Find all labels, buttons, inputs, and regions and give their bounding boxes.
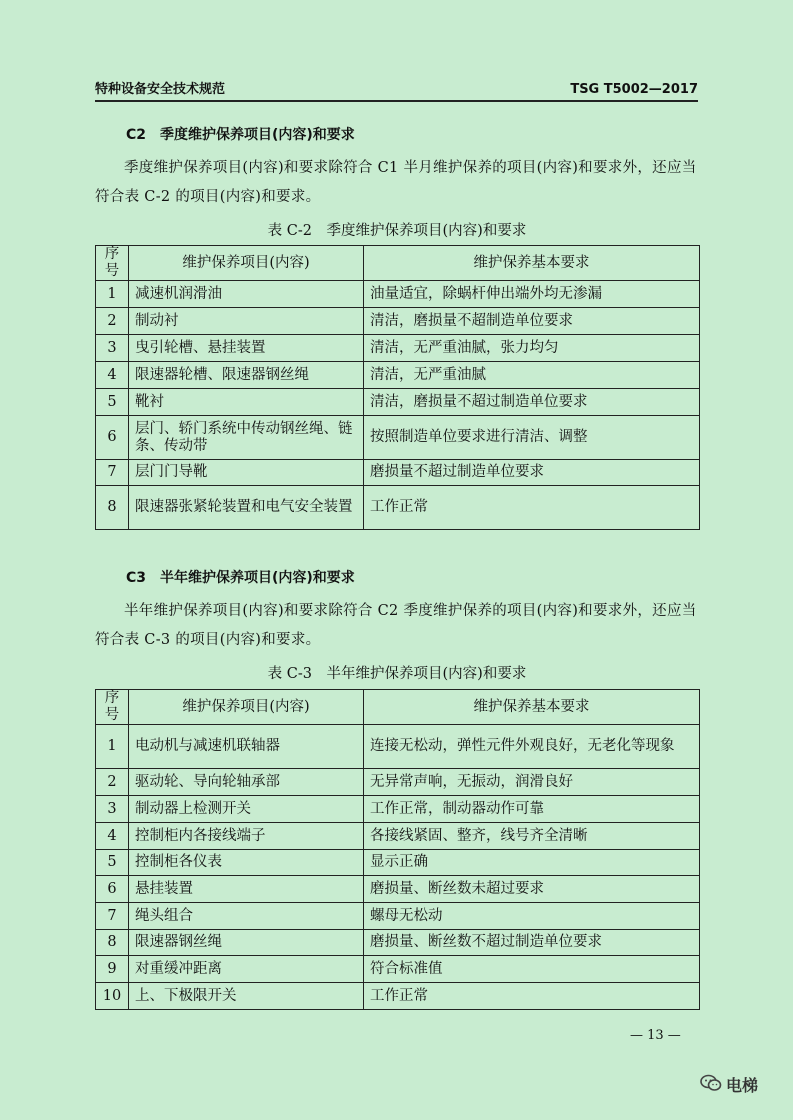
table-row	[96, 850, 700, 876]
requirement-cell: 螺母无松动	[364, 903, 700, 930]
requirement-cell: 工作正常，制动器动作可靠	[364, 796, 700, 823]
item-cell: 绳头组合	[129, 903, 364, 930]
section-c3-paragraph: 半年维护保养项目(内容)和要求除符合 C2 季度维护保养的项目(内容)和要求外，还应当符合表 C-3 的项目(内容)和要求。	[95, 603, 697, 648]
requirement-cell: 各接线紧固、整齐，线号齐全清晰	[364, 823, 700, 850]
table-row	[96, 486, 700, 530]
row-number-cell: 5	[96, 389, 129, 416]
table-row	[96, 983, 700, 1010]
item-cell: 控制柜各仪表	[129, 850, 364, 876]
requirement-cell: 油量适宜，除蜗杆伸出端外均无渗漏	[364, 281, 700, 308]
row-number-cell: 1	[96, 281, 129, 308]
row-number-cell: 2	[96, 308, 129, 335]
wechat-icon	[700, 1074, 722, 1096]
row-number-cell: 5	[96, 850, 129, 876]
requirement-cell: 磨损量、断丝数未超过要求	[364, 876, 700, 903]
table-row	[96, 956, 700, 983]
header-left: 特种设备安全技术规范	[95, 82, 226, 97]
requirement-cell: 清洁，磨损量不超过制造单位要求	[364, 389, 700, 416]
watermark-text: 电梯	[726, 1076, 759, 1095]
page-header	[95, 78, 698, 102]
item-cell: 层门、轿门系统中传动钢丝绳、链条、传动带	[129, 416, 364, 460]
row-number-cell: 1	[96, 725, 129, 769]
table-row	[96, 281, 700, 308]
item-cell: 靴衬	[129, 389, 364, 416]
requirement-cell: 显示正确	[364, 850, 700, 876]
header-cell: 维护保养项目(内容)	[129, 246, 364, 281]
requirement-cell: 无异常声响，无振动，润滑良好	[364, 769, 700, 796]
requirement-cell: 磨损量不超过制造单位要求	[364, 460, 700, 486]
item-cell: 曳引轮槽、悬挂装置	[129, 335, 364, 362]
table-row	[96, 362, 700, 389]
section-c2-title: C2 季度维护保养项目(内容)和要求	[126, 127, 355, 143]
row-number-cell: 10	[96, 983, 129, 1010]
table-row	[96, 308, 700, 335]
item-cell: 减速机润滑油	[129, 281, 364, 308]
item-cell: 制动器上检测开关	[129, 796, 364, 823]
row-number-cell: 3	[96, 796, 129, 823]
table-row	[96, 416, 700, 460]
header-cell: 维护保养基本要求	[364, 690, 700, 725]
table-row	[96, 930, 700, 956]
item-cell: 悬挂装置	[129, 876, 364, 903]
item-cell: 电动机与减速机联轴器	[129, 725, 364, 769]
row-number-cell: 3	[96, 335, 129, 362]
watermark	[700, 1073, 758, 1096]
requirement-cell: 工作正常	[364, 983, 700, 1010]
row-number-cell: 8	[96, 486, 129, 530]
section-c3-title: C3 半年维护保养项目(内容)和要求	[126, 570, 355, 586]
table-row	[96, 823, 700, 850]
table-row	[96, 725, 700, 769]
requirement-cell: 清洁，无严重油腻，张力均匀	[364, 335, 700, 362]
table-row	[96, 335, 700, 362]
requirement-cell: 符合标准值	[364, 956, 700, 983]
item-cell: 限速器张紧轮装置和电气安全装置	[129, 486, 364, 530]
requirement-cell: 清洁，无严重油腻	[364, 362, 700, 389]
item-cell: 对重缓冲距离	[129, 956, 364, 983]
page-number: — 13 —	[630, 1028, 681, 1043]
requirement-cell: 磨损量、断丝数不超过制造单位要求	[364, 930, 700, 956]
table-c3-caption: 表 C-3 半年维护保养项目(内容)和要求	[267, 666, 527, 682]
header-cell: 序号	[96, 690, 129, 725]
requirement-cell: 按照制造单位要求进行清洁、调整	[364, 416, 700, 460]
table-row	[96, 389, 700, 416]
row-number-cell: 9	[96, 956, 129, 983]
row-number-cell: 4	[96, 362, 129, 389]
requirement-cell: 连接无松动，弹性元件外观良好，无老化等现象	[364, 725, 700, 769]
requirement-cell: 清洁，磨损量不超制造单位要求	[364, 308, 700, 335]
row-number-cell: 6	[96, 876, 129, 903]
header-cell: 维护保养基本要求	[364, 246, 700, 281]
table-c2	[95, 245, 700, 530]
requirement-cell: 工作正常	[364, 486, 700, 530]
item-cell: 制动衬	[129, 308, 364, 335]
table-row	[96, 796, 700, 823]
row-number-cell: 7	[96, 903, 129, 930]
item-cell: 驱动轮、导向轮轴承部	[129, 769, 364, 796]
header-cell: 维护保养项目(内容)	[129, 690, 364, 725]
item-cell: 上、下极限开关	[129, 983, 364, 1010]
table-row	[96, 460, 700, 486]
table-header-row	[96, 690, 700, 725]
row-number-cell: 2	[96, 769, 129, 796]
table-c2-caption: 表 C-2 季度维护保养项目(内容)和要求	[267, 223, 527, 239]
row-number-cell: 8	[96, 930, 129, 956]
table-row	[96, 876, 700, 903]
header-right: TSG T5002—2017	[570, 82, 698, 97]
row-number-cell: 6	[96, 416, 129, 460]
item-cell: 限速器轮槽、限速器钢丝绳	[129, 362, 364, 389]
header-cell: 序号	[96, 246, 129, 281]
table-header-row	[96, 246, 700, 281]
row-number-cell: 7	[96, 460, 129, 486]
section-c2-paragraph: 季度维护保养项目(内容)和要求除符合 C1 半月维护保养的项目(内容)和要求外，还应当符合表 C-2 的项目(内容)和要求。	[95, 160, 697, 205]
table-c3	[95, 689, 700, 1010]
table-row	[96, 903, 700, 930]
item-cell: 限速器钢丝绳	[129, 930, 364, 956]
item-cell: 层门门导靴	[129, 460, 364, 486]
item-cell: 控制柜内各接线端子	[129, 823, 364, 850]
row-number-cell: 4	[96, 823, 129, 850]
table-row	[96, 769, 700, 796]
